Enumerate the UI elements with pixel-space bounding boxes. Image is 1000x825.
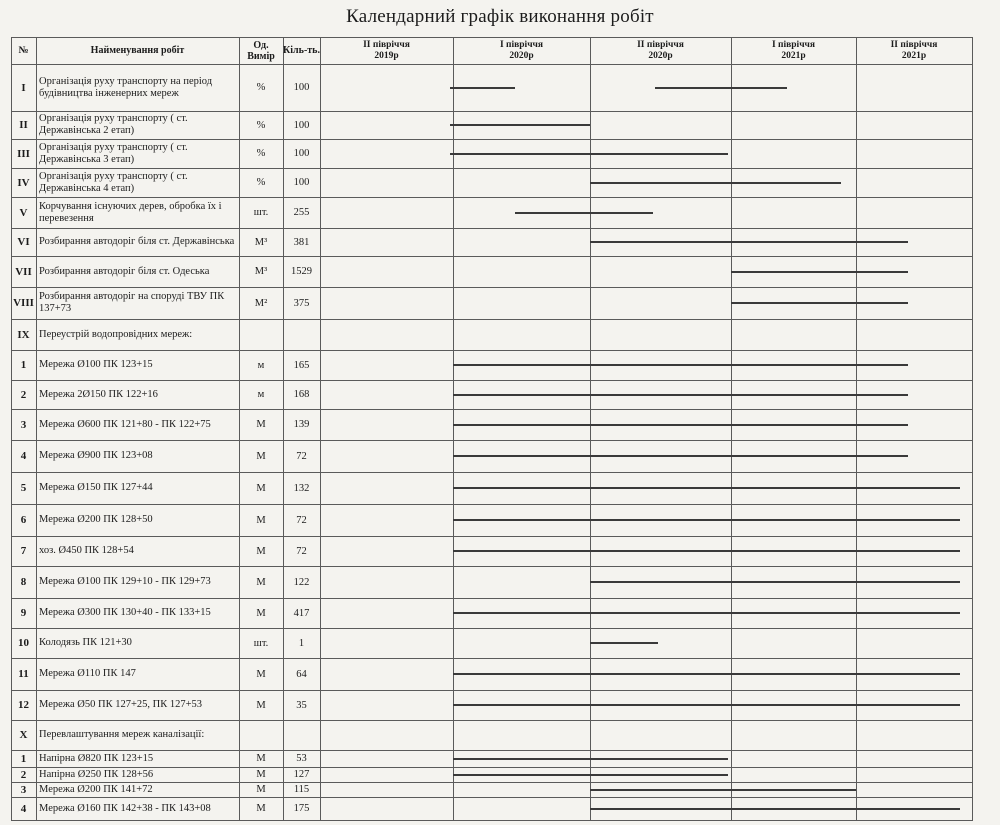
row-work-name: Мережа Ø100 ПК 123+15 — [39, 359, 153, 370]
schedule-bar — [590, 808, 960, 810]
row-number: 6 — [20, 514, 27, 526]
row-quantity: 255 — [293, 207, 310, 218]
row-number: III — [17, 147, 30, 160]
row-work-name: Мережа Ø110 ПК 147 — [39, 668, 136, 679]
row-unit: М — [256, 753, 266, 764]
schedule-bar — [450, 153, 728, 155]
row-work-name: Розбирання автодоріг біля ст. Одеська — [39, 265, 210, 277]
schedule-bar — [731, 302, 908, 304]
period-half: II півріччя — [637, 40, 684, 50]
row-work-name: Мережа Ø300 ПК 130+40 - ПК 133+15 — [39, 607, 211, 618]
row-work-name: Організація руху транспорту ( ст. Державінська 3 етап) — [39, 141, 188, 165]
row-unit: % — [256, 119, 266, 131]
row-unit: % — [256, 82, 266, 93]
schedule-bar — [453, 455, 908, 457]
row-quantity — [283, 319, 320, 350]
schedule-bar — [453, 673, 960, 675]
row-unit: М — [256, 419, 266, 430]
row-quantity: 168 — [293, 389, 310, 400]
row-quantity: 1529 — [291, 266, 312, 277]
schedule-bar — [731, 271, 908, 273]
header-period — [590, 37, 731, 64]
page-title: Календарний графік виконання робіт — [346, 6, 654, 27]
row-number: 12 — [18, 699, 29, 711]
row-work-name: Перевлаштування мереж каналізації: — [39, 729, 205, 740]
schedule-bar — [590, 789, 856, 791]
row-number: 2 — [20, 768, 27, 781]
row-unit: М — [256, 514, 266, 526]
row-work-name: Напірна Ø250 ПК 128+56 — [39, 768, 154, 780]
row-number: X — [19, 729, 28, 741]
row-work-name: Мережа Ø50 ПК 127+25, ПК 127+53 — [39, 699, 203, 710]
schedule-bar — [453, 612, 960, 614]
row-number: VIII — [13, 297, 34, 309]
row-unit: М — [256, 482, 266, 494]
row-unit: М — [256, 699, 266, 711]
header-name: Найменування робіт — [90, 45, 185, 56]
header-period — [856, 37, 972, 64]
row-number: IX — [17, 328, 30, 341]
row-quantity: 35 — [296, 699, 307, 711]
row-number: V — [19, 206, 28, 219]
row-work-name: Організація руху транспорту на період будівництва інженерних мереж — [39, 75, 213, 99]
row-work-name: Мережа Ø900 ПК 123+08 — [39, 450, 153, 461]
grid-row-line — [11, 820, 973, 821]
schedule-bar — [590, 581, 960, 583]
schedule-bar — [515, 212, 654, 214]
row-work-name: Мережа Ø100 ПК 129+10 - ПК 129+73 — [39, 576, 211, 587]
row-quantity: 100 — [293, 177, 310, 188]
schedule-bar — [453, 758, 728, 760]
row-quantity — [283, 720, 320, 750]
header-period — [731, 37, 856, 64]
row-quantity: 175 — [293, 803, 310, 814]
period-half: I півріччя — [499, 40, 544, 50]
row-quantity: 127 — [293, 769, 310, 780]
row-number: VII — [15, 265, 32, 278]
header-no: № — [18, 45, 29, 56]
row-unit: шт. — [253, 207, 269, 218]
row-work-name: Мережа Ø600 ПК 121+80 - ПК 122+75 — [39, 418, 211, 430]
row-quantity: 165 — [293, 359, 310, 371]
schedule-bar — [453, 704, 960, 706]
row-number: 7 — [20, 545, 27, 557]
period-year: 2021р — [901, 51, 927, 61]
row-number: 4 — [20, 450, 27, 462]
row-quantity: 100 — [293, 119, 310, 131]
row-work-name: Колодязь ПК 121+30 — [39, 637, 132, 648]
row-unit: М — [256, 576, 266, 588]
row-work-name: Мережа 2Ø150 ПК 122+16 — [39, 388, 158, 400]
row-quantity: 132 — [293, 482, 310, 494]
row-number: VI — [17, 236, 30, 248]
period-year: 2021р — [781, 51, 806, 61]
period-year: 2019р — [374, 51, 399, 61]
row-quantity: 122 — [293, 576, 310, 588]
row-quantity: 72 — [296, 514, 307, 526]
row-quantity: 381 — [293, 236, 310, 248]
row-unit — [239, 720, 283, 750]
row-unit: м — [257, 389, 265, 400]
row-unit: % — [256, 177, 266, 188]
row-unit: М² — [254, 297, 268, 309]
row-work-name: Мережа Ø160 ПК 142+38 - ПК 143+08 — [39, 802, 211, 814]
row-number: 1 — [20, 752, 27, 765]
grid-column-line — [972, 37, 973, 820]
schedule-bar — [453, 394, 908, 396]
row-number: 8 — [20, 576, 27, 588]
row-work-name: Мережа Ø200 ПК 141+72 — [39, 783, 153, 795]
row-quantity: 139 — [293, 419, 310, 430]
row-unit: М — [256, 769, 266, 780]
row-number: 9 — [20, 607, 27, 619]
row-work-name: Розбирання автодоріг біля ст. Державінська — [39, 236, 235, 247]
schedule-bar — [453, 487, 960, 489]
row-work-name: Розбирання автодоріг на споруді ТВУ ПК 137+73 — [39, 291, 225, 314]
row-unit: М — [256, 784, 266, 795]
schedule-bar — [590, 241, 908, 243]
row-unit — [239, 319, 283, 350]
row-work-name: хоз. Ø450 ПК 128+54 — [39, 545, 134, 556]
schedule-bar — [453, 774, 728, 776]
row-number: 5 — [20, 482, 27, 494]
header-qty: Кіль-ть. — [283, 45, 320, 56]
row-quantity: 1 — [298, 637, 305, 649]
row-quantity: 100 — [293, 82, 310, 93]
row-unit: М — [256, 450, 266, 462]
row-unit: % — [256, 148, 266, 159]
period-half: I півріччя — [771, 40, 816, 50]
header-period — [453, 37, 590, 64]
row-work-name: Організація руху транспорту ( ст. Державінська 4 етап) — [39, 170, 188, 194]
row-unit: шт. — [253, 637, 269, 649]
row-number: 3 — [20, 418, 27, 431]
row-number: 10 — [18, 637, 29, 649]
row-unit: М — [256, 545, 266, 557]
row-number: IV — [17, 176, 30, 189]
grid-column-line — [731, 37, 732, 820]
row-number: 11 — [18, 668, 29, 680]
schedule-bar — [450, 124, 590, 126]
schedule-bar — [655, 87, 787, 89]
row-unit: М³ — [254, 236, 268, 248]
grid-column-line — [320, 37, 321, 820]
row-work-name: Переустрій водопровідних мереж: — [39, 328, 193, 340]
period-year: 2020р — [648, 51, 673, 61]
row-work-name: Мережа Ø200 ПК 128+50 — [39, 514, 153, 525]
row-quantity: 64 — [296, 668, 307, 680]
schedule-bar — [450, 87, 514, 89]
row-unit: М — [256, 607, 266, 619]
row-quantity: 375 — [293, 297, 310, 309]
schedule-bar — [453, 519, 960, 521]
row-quantity: 53 — [296, 753, 307, 764]
row-unit: М³ — [254, 266, 268, 277]
row-unit: М — [256, 803, 266, 814]
row-quantity: 72 — [296, 450, 307, 462]
row-quantity: 100 — [293, 148, 310, 159]
header-unit: Од. Вимір — [247, 39, 275, 62]
schedule-bar — [590, 642, 658, 644]
period-half: II півріччя — [890, 40, 938, 50]
schedule-bar — [590, 182, 841, 184]
row-unit: М — [256, 668, 266, 680]
schedule-bar — [453, 550, 960, 552]
row-unit: м — [257, 359, 265, 371]
row-number: II — [19, 119, 28, 131]
grid-column-line — [856, 37, 857, 820]
row-quantity: 72 — [296, 545, 307, 557]
header-period — [320, 37, 453, 64]
schedule-bar — [453, 364, 908, 366]
period-year: 2020р — [509, 51, 534, 61]
row-number: 2 — [20, 388, 27, 401]
period-half: II півріччя — [363, 40, 410, 50]
row-number: 3 — [20, 783, 27, 796]
row-number: 1 — [20, 359, 27, 371]
schedule-bar — [453, 424, 908, 426]
row-work-name: Напірна Ø820 ПК 123+15 — [39, 752, 154, 764]
row-work-name: Корчування існуючих дерев, обробка їх і перевезення — [39, 200, 222, 224]
row-work-name: Мережа Ø150 ПК 127+44 — [39, 482, 153, 493]
row-number: I — [21, 81, 26, 94]
row-quantity: 115 — [293, 784, 310, 795]
row-work-name: Організація руху транспорту ( ст. Державінська 2 етап) — [39, 113, 188, 136]
row-quantity: 417 — [293, 607, 310, 619]
row-number: 4 — [20, 802, 27, 815]
